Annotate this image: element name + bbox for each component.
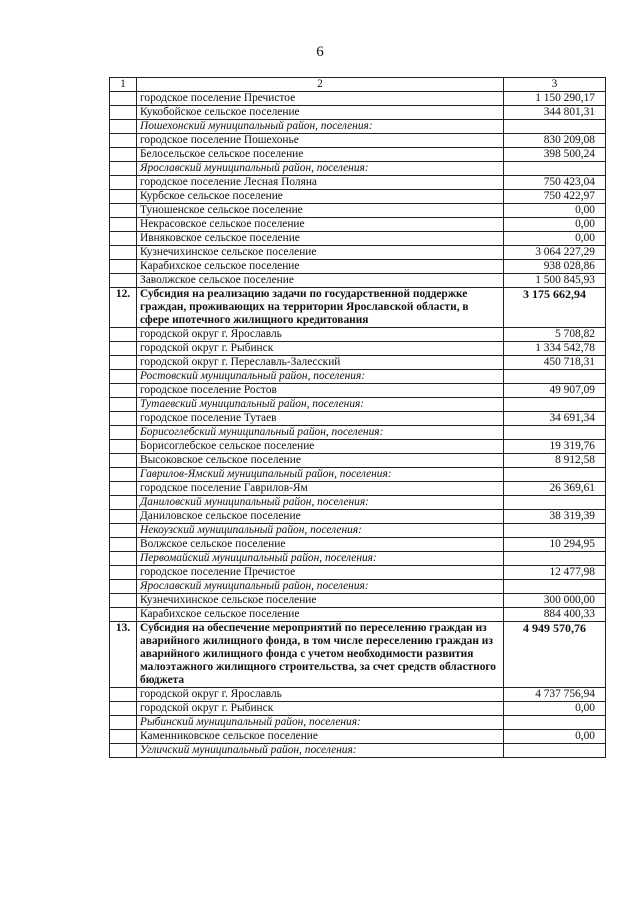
row-value bbox=[504, 120, 606, 134]
row-value: 5 708,82 bbox=[504, 328, 606, 342]
row-number bbox=[110, 274, 137, 288]
row-value: 750 423,04 bbox=[504, 176, 606, 190]
row-value: 26 369,61 bbox=[504, 482, 606, 496]
table-row bbox=[110, 274, 606, 288]
table-row bbox=[110, 106, 606, 120]
row-number bbox=[110, 580, 137, 594]
subsidy-table bbox=[109, 77, 606, 758]
subsidy-row bbox=[110, 288, 606, 328]
table-row bbox=[110, 608, 606, 622]
row-number bbox=[110, 524, 137, 538]
row-number bbox=[110, 412, 137, 426]
row-name: Субсидия на обеспечение мероприятий по переселению граждан из аварийного жилищного фонда, в том числе переселению граждан из аварийного жилищного фонда с учетом необходимости развития малоэтажного жилищного строительства, за счет средств областного бюджета bbox=[137, 622, 504, 688]
row-name: Высоковское сельское поселение bbox=[137, 454, 504, 468]
row-name: городской округ г. Ярославль bbox=[137, 688, 504, 702]
row-value: 884 400,33 bbox=[504, 608, 606, 622]
row-name: Заволжское сельское поселение bbox=[137, 274, 504, 288]
row-value bbox=[504, 162, 606, 176]
row-name: городской округ г. Рыбинск bbox=[137, 702, 504, 716]
table-row bbox=[110, 342, 606, 356]
district-row bbox=[110, 120, 606, 134]
district-row bbox=[110, 468, 606, 482]
row-number bbox=[110, 204, 137, 218]
row-name: Некоузский муниципальный район, поселения: bbox=[137, 524, 504, 538]
row-number bbox=[110, 468, 137, 482]
district-row bbox=[110, 162, 606, 176]
table-row bbox=[110, 688, 606, 702]
subsidy-row bbox=[110, 622, 606, 688]
row-number bbox=[110, 482, 137, 496]
row-name: Карабихское сельское поселение bbox=[137, 608, 504, 622]
row-name: городское поселение Лесная Поляна bbox=[137, 176, 504, 190]
row-number bbox=[110, 342, 137, 356]
table-row bbox=[110, 412, 606, 426]
table-row bbox=[110, 384, 606, 398]
district-row bbox=[110, 398, 606, 412]
table-row bbox=[110, 92, 606, 106]
row-number bbox=[110, 134, 137, 148]
row-value: 19 319,76 bbox=[504, 440, 606, 454]
table-row bbox=[110, 594, 606, 608]
row-number bbox=[110, 594, 137, 608]
row-name: городское поселение Тутаев bbox=[137, 412, 504, 426]
row-name: Ростовский муниципальный район, поселения: bbox=[137, 370, 504, 384]
row-name: Даниловский муниципальный район, поселения: bbox=[137, 496, 504, 510]
row-value: 830 209,08 bbox=[504, 134, 606, 148]
table-row bbox=[110, 190, 606, 204]
row-number bbox=[110, 510, 137, 524]
district-row bbox=[110, 744, 606, 758]
row-value: 344 801,31 bbox=[504, 106, 606, 120]
row-number bbox=[110, 190, 137, 204]
row-value bbox=[504, 468, 606, 482]
table-row bbox=[110, 218, 606, 232]
row-number bbox=[110, 260, 137, 274]
row-name: Борисоглебский муниципальный район, поселения: bbox=[137, 426, 504, 440]
row-value: 10 294,95 bbox=[504, 538, 606, 552]
row-number bbox=[110, 440, 137, 454]
row-value: 34 691,34 bbox=[504, 412, 606, 426]
district-row bbox=[110, 716, 606, 730]
page-number: 6 bbox=[316, 44, 324, 60]
row-number bbox=[110, 426, 137, 440]
row-number: 12. bbox=[110, 288, 137, 328]
row-number bbox=[110, 356, 137, 370]
table-row bbox=[110, 538, 606, 552]
row-name: городское поселение Гаврилов-Ям bbox=[137, 482, 504, 496]
row-number bbox=[110, 744, 137, 758]
row-name: Белосельское сельское поселение bbox=[137, 148, 504, 162]
table-row bbox=[110, 510, 606, 524]
row-name: городское поселение Пошехонье bbox=[137, 134, 504, 148]
row-value: 4 949 570,76 bbox=[504, 622, 606, 688]
row-number bbox=[110, 538, 137, 552]
row-value bbox=[504, 744, 606, 758]
row-number bbox=[110, 148, 137, 162]
row-name: Рыбинский муниципальный район, поселения: bbox=[137, 716, 504, 730]
district-row bbox=[110, 370, 606, 384]
table-row bbox=[110, 730, 606, 744]
row-value: 300 000,00 bbox=[504, 594, 606, 608]
row-value: 0,00 bbox=[504, 232, 606, 246]
table-row bbox=[110, 260, 606, 274]
row-name: Карабихское сельское поселение bbox=[137, 260, 504, 274]
row-name: городской округ г. Переславль-Залесский bbox=[137, 356, 504, 370]
row-value: 0,00 bbox=[504, 204, 606, 218]
table-row bbox=[110, 232, 606, 246]
row-name: Тутаевский муниципальный район, поселения: bbox=[137, 398, 504, 412]
table-row bbox=[110, 246, 606, 260]
row-name: Первомайский муниципальный район, поселения: bbox=[137, 552, 504, 566]
row-value: 3 175 662,94 bbox=[504, 288, 606, 328]
row-number bbox=[110, 702, 137, 716]
row-value bbox=[504, 496, 606, 510]
row-number bbox=[110, 496, 137, 510]
row-value: 12 477,98 bbox=[504, 566, 606, 580]
table-row bbox=[110, 356, 606, 370]
table-row bbox=[110, 134, 606, 148]
row-value: 8 912,58 bbox=[504, 454, 606, 468]
header-col-2: 2 bbox=[137, 78, 504, 92]
row-name: Ярославский муниципальный район, поселения: bbox=[137, 162, 504, 176]
row-number bbox=[110, 370, 137, 384]
row-value bbox=[504, 398, 606, 412]
row-name: Кузнечихинское сельское поселение bbox=[137, 246, 504, 260]
district-row bbox=[110, 580, 606, 594]
row-number bbox=[110, 106, 137, 120]
row-name: городское поселение Пречистое bbox=[137, 566, 504, 580]
row-name: Курбское сельское поселение bbox=[137, 190, 504, 204]
row-name: Волжское сельское поселение bbox=[137, 538, 504, 552]
row-value bbox=[504, 426, 606, 440]
table-row bbox=[110, 702, 606, 716]
row-value: 938 028,86 bbox=[504, 260, 606, 274]
row-number bbox=[110, 162, 137, 176]
district-row bbox=[110, 552, 606, 566]
row-value bbox=[504, 552, 606, 566]
table-row bbox=[110, 566, 606, 580]
row-number bbox=[110, 384, 137, 398]
table-row bbox=[110, 482, 606, 496]
header-col-1: 1 bbox=[110, 78, 137, 92]
row-value bbox=[504, 370, 606, 384]
table-row bbox=[110, 204, 606, 218]
row-number bbox=[110, 688, 137, 702]
row-name: Кукобойское сельское поселение bbox=[137, 106, 504, 120]
row-value: 1 150 290,17 bbox=[504, 92, 606, 106]
row-number bbox=[110, 552, 137, 566]
row-value: 0,00 bbox=[504, 218, 606, 232]
row-number bbox=[110, 120, 137, 134]
row-name: Некрасовское сельское поселение bbox=[137, 218, 504, 232]
row-name: городское поселение Ростов bbox=[137, 384, 504, 398]
table-row bbox=[110, 176, 606, 190]
row-number bbox=[110, 92, 137, 106]
row-number bbox=[110, 716, 137, 730]
row-name: Ярославский муниципальный район, поселения: bbox=[137, 580, 504, 594]
row-number: 13. bbox=[110, 622, 137, 688]
row-name: Кузнечихинское сельское поселение bbox=[137, 594, 504, 608]
row-value: 1 334 542,78 bbox=[504, 342, 606, 356]
row-name: городское поселение Пречистое bbox=[137, 92, 504, 106]
row-value bbox=[504, 524, 606, 538]
row-value: 1 500 845,93 bbox=[504, 274, 606, 288]
row-number bbox=[110, 176, 137, 190]
row-name: Туношенское сельское поселение bbox=[137, 204, 504, 218]
row-number bbox=[110, 566, 137, 580]
row-number bbox=[110, 328, 137, 342]
row-name: Угличский муниципальный район, поселения: bbox=[137, 744, 504, 758]
row-value: 0,00 bbox=[504, 730, 606, 744]
row-value: 398 500,24 bbox=[504, 148, 606, 162]
row-name: Каменниковское сельское поселение bbox=[137, 730, 504, 744]
row-name: городской округ г. Рыбинск bbox=[137, 342, 504, 356]
row-number bbox=[110, 608, 137, 622]
row-number bbox=[110, 232, 137, 246]
row-value bbox=[504, 580, 606, 594]
row-name: Ивняковское сельское поселение bbox=[137, 232, 504, 246]
table-row bbox=[110, 440, 606, 454]
row-value: 38 319,39 bbox=[504, 510, 606, 524]
row-name: Пошехонский муниципальный район, поселения: bbox=[137, 120, 504, 134]
row-number bbox=[110, 730, 137, 744]
district-row bbox=[110, 426, 606, 440]
row-number bbox=[110, 218, 137, 232]
district-row bbox=[110, 524, 606, 538]
row-number bbox=[110, 454, 137, 468]
row-value: 3 064 227,29 bbox=[504, 246, 606, 260]
row-name: Субсидия на реализацию задачи по государственной поддержке граждан, проживающих на территории Ярославской области, в сфере ипотечного жилищного кредитования bbox=[137, 288, 504, 328]
row-name: Даниловское сельское поселение bbox=[137, 510, 504, 524]
header-col-3: 3 bbox=[504, 78, 606, 92]
district-row bbox=[110, 496, 606, 510]
row-name: Гаврилов-Ямский муниципальный район, поселения: bbox=[137, 468, 504, 482]
row-value: 4 737 756,94 bbox=[504, 688, 606, 702]
table-row bbox=[110, 328, 606, 342]
table-row bbox=[110, 148, 606, 162]
table-row bbox=[110, 454, 606, 468]
row-value: 750 422,97 bbox=[504, 190, 606, 204]
row-value: 450 718,31 bbox=[504, 356, 606, 370]
row-name: Борисоглебское сельское поселение bbox=[137, 440, 504, 454]
header-row bbox=[110, 78, 606, 92]
row-number bbox=[110, 398, 137, 412]
row-name: городской округ г. Ярославль bbox=[137, 328, 504, 342]
row-value: 0,00 bbox=[504, 702, 606, 716]
row-value: 49 907,09 bbox=[504, 384, 606, 398]
row-number bbox=[110, 246, 137, 260]
row-value bbox=[504, 716, 606, 730]
